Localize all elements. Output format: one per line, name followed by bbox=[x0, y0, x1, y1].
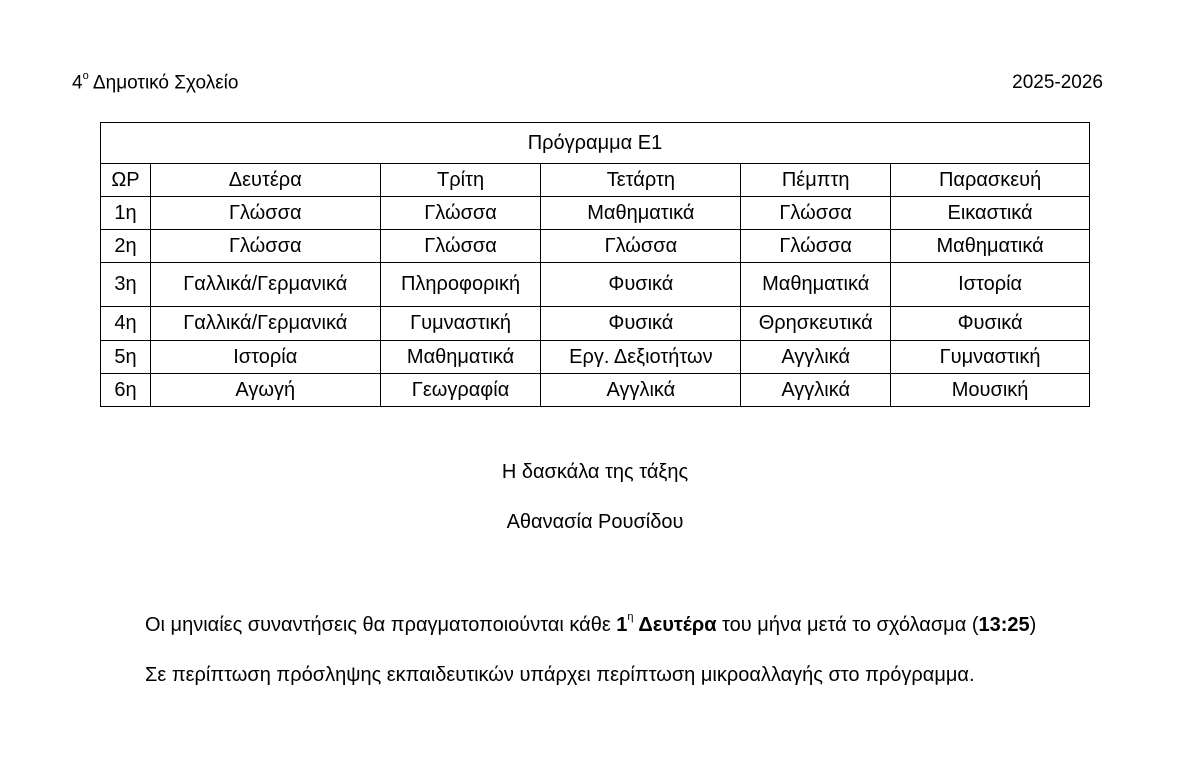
column-header-wednesday: Τετάρτη bbox=[541, 164, 741, 197]
schedule-table bbox=[100, 122, 1090, 407]
table-title: Πρόγραμμα Ε1 bbox=[101, 123, 1090, 164]
hour-cell: 3η bbox=[101, 263, 151, 307]
meeting-day: Δευτέρα bbox=[633, 614, 717, 636]
table-cell: Φυσικά bbox=[541, 263, 741, 307]
hour-cell: 5η bbox=[101, 341, 151, 374]
table-cell: Μαθηματικά bbox=[891, 230, 1090, 263]
meeting-note-text-2: του μήνα μετά το σχόλασμα ( bbox=[716, 614, 979, 636]
table-row bbox=[101, 341, 1090, 374]
table-row bbox=[101, 230, 1090, 263]
table-cell: Γλώσσα bbox=[741, 230, 891, 263]
school-number-superscript: ο bbox=[82, 70, 89, 82]
table-cell: Γλώσσα bbox=[380, 230, 541, 263]
table-cell: Αγγλικά bbox=[741, 341, 891, 374]
meeting-note-text: Οι μηνιαίες συναντήσεις θα πραγματοποιούνται κάθε bbox=[145, 614, 617, 636]
table-cell: Φυσικά bbox=[891, 307, 1090, 341]
table-row bbox=[101, 307, 1090, 341]
table-cell: Γυμναστική bbox=[891, 341, 1090, 374]
table-cell: Ιστορία bbox=[891, 263, 1090, 307]
table-cell: Πληροφορική bbox=[380, 263, 541, 307]
meeting-note bbox=[145, 611, 1037, 637]
meeting-note-text-3: ) bbox=[1029, 614, 1037, 636]
school-year: 2025-2026 bbox=[1012, 72, 1103, 93]
column-header-monday: Δευτέρα bbox=[150, 164, 380, 197]
teacher-label: Η δασκάλα της τάξης bbox=[501, 461, 689, 483]
table-cell: Γυμναστική bbox=[380, 307, 541, 341]
school-name-text: Δημοτικό Σχολείο bbox=[88, 72, 239, 94]
table-cell: Γλώσσα bbox=[150, 230, 380, 263]
table-cell: Γεωγραφία bbox=[380, 374, 541, 407]
hour-cell: 1η bbox=[101, 197, 151, 230]
teacher-name: Αθανασία Ρουσίδου bbox=[506, 511, 684, 533]
table-cell: Μαθηματικά bbox=[541, 197, 741, 230]
column-header-friday: Παρασκευή bbox=[891, 164, 1090, 197]
table-cell: Αγωγή bbox=[150, 374, 380, 407]
table-row bbox=[101, 197, 1090, 230]
table-cell: Φυσικά bbox=[541, 307, 741, 341]
table-cell: Μουσική bbox=[891, 374, 1090, 407]
hour-cell: 4η bbox=[101, 307, 151, 341]
table-header-row bbox=[101, 164, 1090, 197]
hour-cell: 6η bbox=[101, 374, 151, 407]
table-cell: Γλώσσα bbox=[150, 197, 380, 230]
table-cell: Θρησκευτικά bbox=[741, 307, 891, 341]
table-cell: Γλώσσα bbox=[380, 197, 541, 230]
table-cell: Αγγλικά bbox=[541, 374, 741, 407]
table-cell: Μαθηματικά bbox=[741, 263, 891, 307]
table-cell: Αγγλικά bbox=[741, 374, 891, 407]
hour-cell: 2η bbox=[101, 230, 151, 263]
table-cell: Μαθηματικά bbox=[380, 341, 541, 374]
column-header-tuesday: Τρίτη bbox=[380, 164, 541, 197]
table-row bbox=[101, 263, 1090, 307]
table-cell: Γλώσσα bbox=[541, 230, 741, 263]
table-cell: Γαλλικά/Γερμανικά bbox=[150, 263, 380, 307]
school-number: 4 bbox=[72, 72, 83, 94]
table-cell: Εργ. Δεξιοτήτων bbox=[541, 341, 741, 374]
column-header-thursday: Πέμπτη bbox=[741, 164, 891, 197]
column-header-hour: ΩΡ bbox=[101, 164, 151, 197]
table-cell: Εικαστικά bbox=[891, 197, 1090, 230]
table-cell: Ιστορία bbox=[150, 341, 380, 374]
school-name bbox=[72, 72, 238, 94]
meeting-time: 13:25 bbox=[978, 614, 1030, 636]
meeting-ordinal-superscript: η bbox=[627, 611, 634, 624]
meeting-ordinal: 1 bbox=[616, 614, 628, 636]
table-title-row bbox=[101, 123, 1090, 164]
change-note: Σε περίπτωση πρόσληψης εκπαιδευτικών υπάρχει περίπτωση μικροαλλαγής στο πρόγραμμα. bbox=[145, 664, 975, 686]
table-cell: Γαλλικά/Γερμανικά bbox=[150, 307, 380, 341]
table-cell: Γλώσσα bbox=[741, 197, 891, 230]
table-row bbox=[101, 374, 1090, 407]
